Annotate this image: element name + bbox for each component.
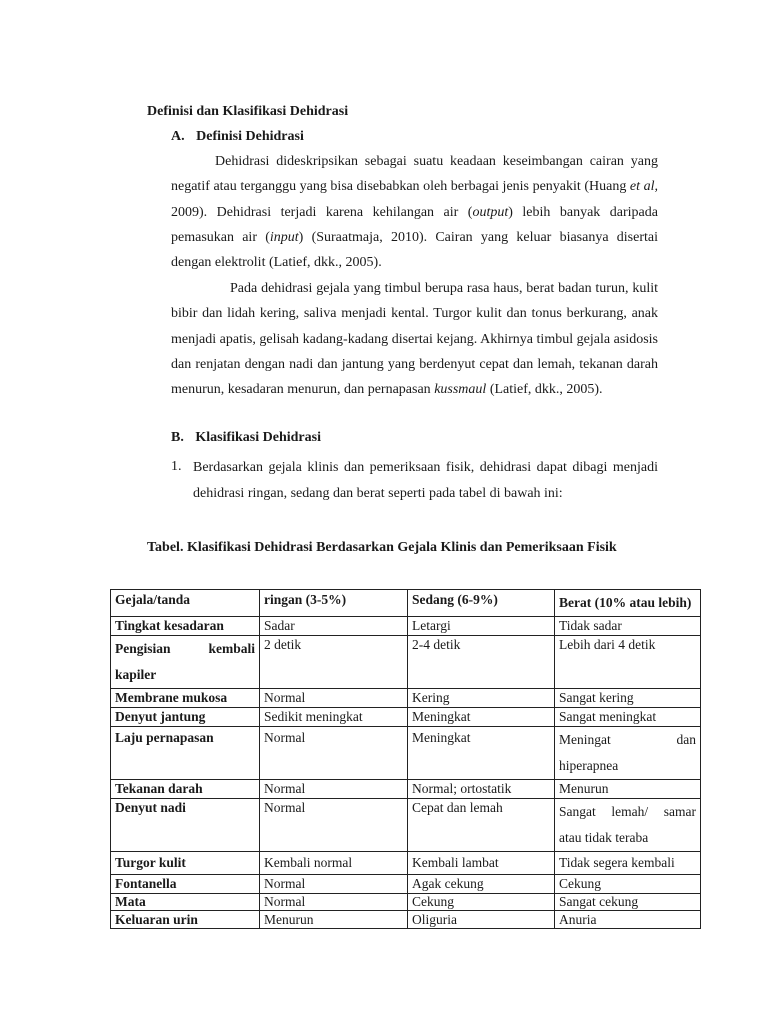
table-row bbox=[111, 689, 701, 708]
table-cell: Meningkat bbox=[408, 708, 555, 727]
para1-text-3: ) lebih banyak daripada pemasukan air ( bbox=[171, 204, 658, 245]
table-row bbox=[111, 894, 701, 911]
table-cell: Sadar bbox=[260, 617, 408, 636]
table-cell: Sangat meningkat bbox=[555, 708, 701, 727]
table-cell: Laju pernapasan bbox=[111, 727, 260, 780]
table-cell: Normal; ortostatik bbox=[408, 780, 555, 799]
section-b-heading bbox=[171, 430, 321, 446]
table-cell: Cekung bbox=[555, 875, 701, 894]
table-cell: Letargi bbox=[408, 617, 555, 636]
table-cell: Sedikit meningkat bbox=[260, 708, 408, 727]
para2-text-2: (Latief, dkk., 2005). bbox=[486, 382, 603, 398]
header-cell: Berat (10% atau lebih) bbox=[555, 590, 701, 617]
table-row bbox=[111, 727, 701, 780]
table-row bbox=[111, 636, 701, 689]
table-cell: Turgor kulit bbox=[111, 852, 260, 875]
table-cell: Menurun bbox=[555, 780, 701, 799]
table-header-row bbox=[111, 590, 701, 617]
table-cell: Denyut jantung bbox=[111, 708, 260, 727]
table-cell: Menurun bbox=[260, 911, 408, 929]
para1-etal: et al, bbox=[629, 179, 658, 195]
header-cell: Sedang (6-9%) bbox=[408, 590, 555, 617]
table-row bbox=[111, 852, 701, 875]
table-cell: Kembali lambat bbox=[408, 852, 555, 875]
para2-kussmaul: kussmaul bbox=[434, 382, 487, 398]
table-caption: Tabel. Klasifikasi Dehidrasi Berdasarkan Gejala Klinis dan Pemeriksaan Fisik bbox=[147, 540, 617, 555]
table-row bbox=[111, 911, 701, 929]
table-cell: Agak cekung bbox=[408, 875, 555, 894]
table-cell: Fontanella bbox=[111, 875, 260, 894]
table-cell: Tingkat kesadaran bbox=[111, 617, 260, 636]
table-cell: Cekung bbox=[408, 894, 555, 911]
list-item-text: Berdasarkan gejala klinis dan pemeriksaan fisik, dehidrasi dapat dibagi menjadi dehidrasi ringan, sedang dan berat seperti pada tabel di bawah ini: bbox=[193, 460, 658, 501]
table-row bbox=[111, 799, 701, 852]
para1-text-4: ) (Suraatmaja, 2010). Cairan yang keluar biasanya disertai dengan elektrolit (Latief, dkk., 2005). bbox=[171, 229, 658, 271]
paragraph-symptoms bbox=[171, 276, 658, 402]
table-cell: Normal bbox=[260, 727, 408, 780]
section-a-title: Definisi Dehidrasi bbox=[196, 129, 304, 144]
table-cell: Meningkat bbox=[408, 727, 555, 780]
list-item-number: 1. bbox=[171, 459, 182, 474]
para1-text-2: 2009). Dehidrasi terjadi karena kehilangan air ( bbox=[171, 204, 473, 220]
table-cell: Normal bbox=[260, 799, 408, 852]
para1-text-1: Dehidrasi dideskripsikan sebagai suatu keadaan keseimbangan cairan yang negatif atau terganggu yang bisa disebabkan oleh berbagai jenis penyakit (Huang bbox=[171, 154, 658, 195]
table-cell: Denyut nadi bbox=[111, 799, 260, 852]
table-cell: Keluaran urin bbox=[111, 911, 260, 929]
table-cell: Sangat kering bbox=[555, 689, 701, 708]
table-cell: Meningat dan hiperapnea bbox=[555, 727, 701, 780]
para1-output: output bbox=[472, 204, 509, 220]
table-cell: Normal bbox=[260, 780, 408, 799]
table-row bbox=[111, 875, 701, 894]
table-cell: Cepat dan lemah bbox=[408, 799, 555, 852]
table-row bbox=[111, 708, 701, 727]
table-cell: Normal bbox=[260, 894, 408, 911]
para1-input: input bbox=[269, 229, 299, 245]
table-cell: Normal bbox=[260, 689, 408, 708]
table-row bbox=[111, 780, 701, 799]
table-cell: Membrane mukosa bbox=[111, 689, 260, 708]
paragraph-definition bbox=[171, 149, 658, 275]
table-cell: Sangat lemah/ samar atau tidak teraba bbox=[555, 799, 701, 852]
header-cell: Gejala/tanda bbox=[111, 590, 260, 617]
table-cell: Pengisian kembali kapiler bbox=[111, 636, 260, 689]
table-cell: Mata bbox=[111, 894, 260, 911]
table-cell: Anuria bbox=[555, 911, 701, 929]
section-a-heading bbox=[171, 129, 304, 145]
table-cell: Tidak segera kembali bbox=[555, 852, 701, 875]
header-cell: ringan (3-5%) bbox=[260, 590, 408, 617]
table-cell: 2 detik bbox=[260, 636, 408, 689]
table-cell: Kembali normal bbox=[260, 852, 408, 875]
section-a-label: A. bbox=[171, 129, 185, 144]
table-cell: Kering bbox=[408, 689, 555, 708]
table-cell: Normal bbox=[260, 875, 408, 894]
document-title: Definisi dan Klasifikasi Dehidrasi bbox=[147, 104, 349, 119]
table-cell: Lebih dari 4 detik bbox=[555, 636, 701, 689]
table-cell: 2-4 detik bbox=[408, 636, 555, 689]
dehydration-classification-table bbox=[110, 589, 701, 929]
para2-text-1: Pada dehidrasi gejala yang timbul berupa rasa haus, berat badan turun, kulit bibir dan lidah kering, saliva menjadi kental. Turgor kulit dan tonus berkurang, anak menjadi apatis, gelisah kadang-kadang disertai kejang. Akhirnya timbul gejala asidosis dan renjatan dengan nadi dan jantung yang berdenyut cepat dan lemah, tekanan darah menurun, kesadaran menurun, dan pernapasan bbox=[171, 281, 658, 398]
section-b-label: B. bbox=[171, 430, 184, 445]
table-cell: Sangat cekung bbox=[555, 894, 701, 911]
table-cell: Tekanan darah bbox=[111, 780, 260, 799]
section-b-title: Klasifikasi Dehidrasi bbox=[195, 430, 321, 445]
table-row bbox=[111, 617, 701, 636]
table-cell: Tidak sadar bbox=[555, 617, 701, 636]
table-cell: Oliguria bbox=[408, 911, 555, 929]
